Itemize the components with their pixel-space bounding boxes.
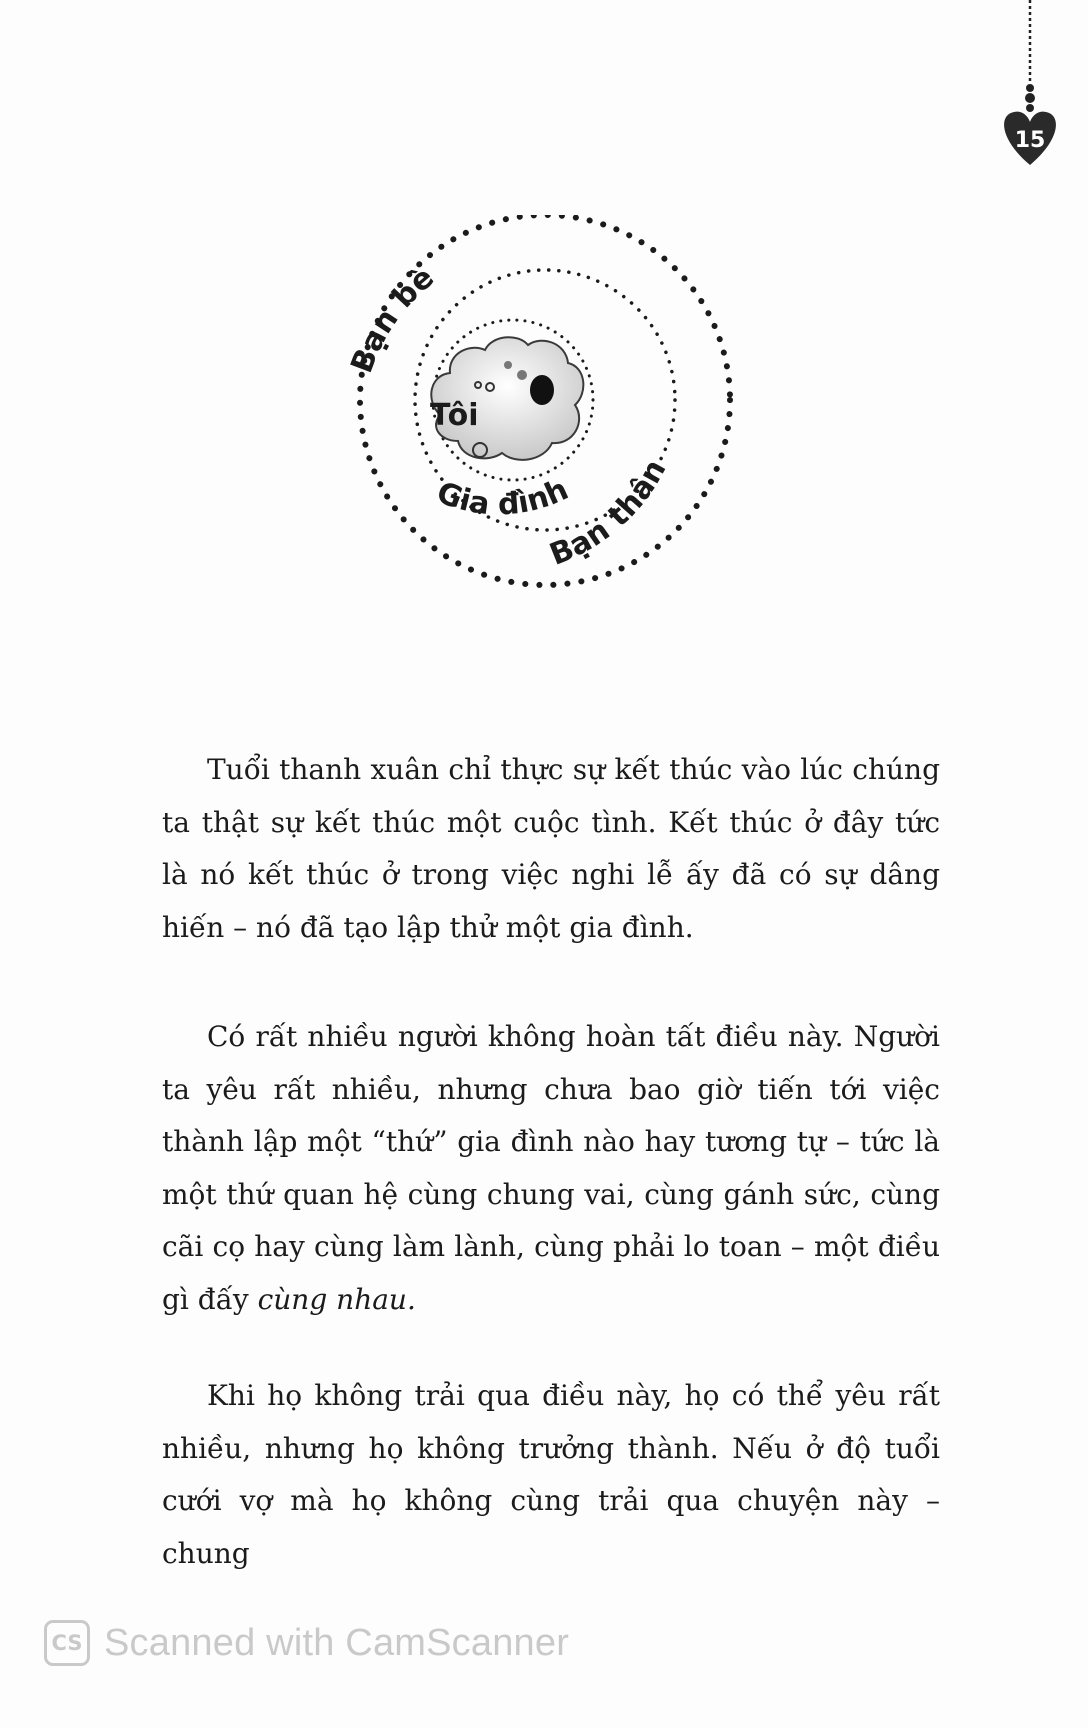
paragraph-3 (162, 1370, 940, 1580)
outer-ring-label: Bạn bè (344, 259, 441, 378)
heart-pendant-icon (990, 0, 1070, 190)
camscanner-logo-icon: CS (44, 1620, 90, 1666)
inner-ring-label: Gia đình (431, 471, 574, 523)
middle-ring-label: Bạn thân (544, 453, 674, 573)
watermark-text: Scanned with CamScanner (104, 1621, 570, 1664)
paragraph-3-text: Khi họ không trải qua điều này, họ có thể yêu rất nhiều, nhưng họ không trưởng thành. Nếu ở độ tuổi cưới vợ mà họ không cùng trải qua chuyện này – chung (162, 1379, 940, 1570)
paragraph-2-main: Có rất nhiều người không hoàn tất điều này. Người ta yêu rất nhiều, nhưng chưa bao giờ tiến tới việc thành lập một “thứ” gia đình nào hay tương tự – tức là một thứ quan hệ cùng chung vai, cùng gánh sức, cùng cãi cọ hay cùng làm lành, cùng phải lo toan – một điều gì đấy (162, 1020, 940, 1316)
paragraph-2-text (162, 1011, 940, 1326)
center-label: Tôi (430, 398, 479, 433)
relationship-circles-diagram (330, 215, 770, 655)
page-number: 15 (1014, 128, 1046, 153)
paragraph-1 (162, 744, 940, 954)
paragraph-2-emphasis: cùng nhau. (257, 1282, 416, 1316)
paragraph-2 (162, 1011, 940, 1326)
scanner-watermark (44, 1618, 569, 1668)
paragraph-1-text: Tuổi thanh xuân chỉ thực sự kết thúc vào lúc chúng ta thật sự kết thúc một cuộc tình. Kết thúc ở đây tức là nó kết thúc ở trong việc nghi lễ ấy đã có sự dâng hiến – nó đã tạo lập thử một gia đình. (162, 753, 940, 944)
page-number-pendant (990, 0, 1070, 190)
